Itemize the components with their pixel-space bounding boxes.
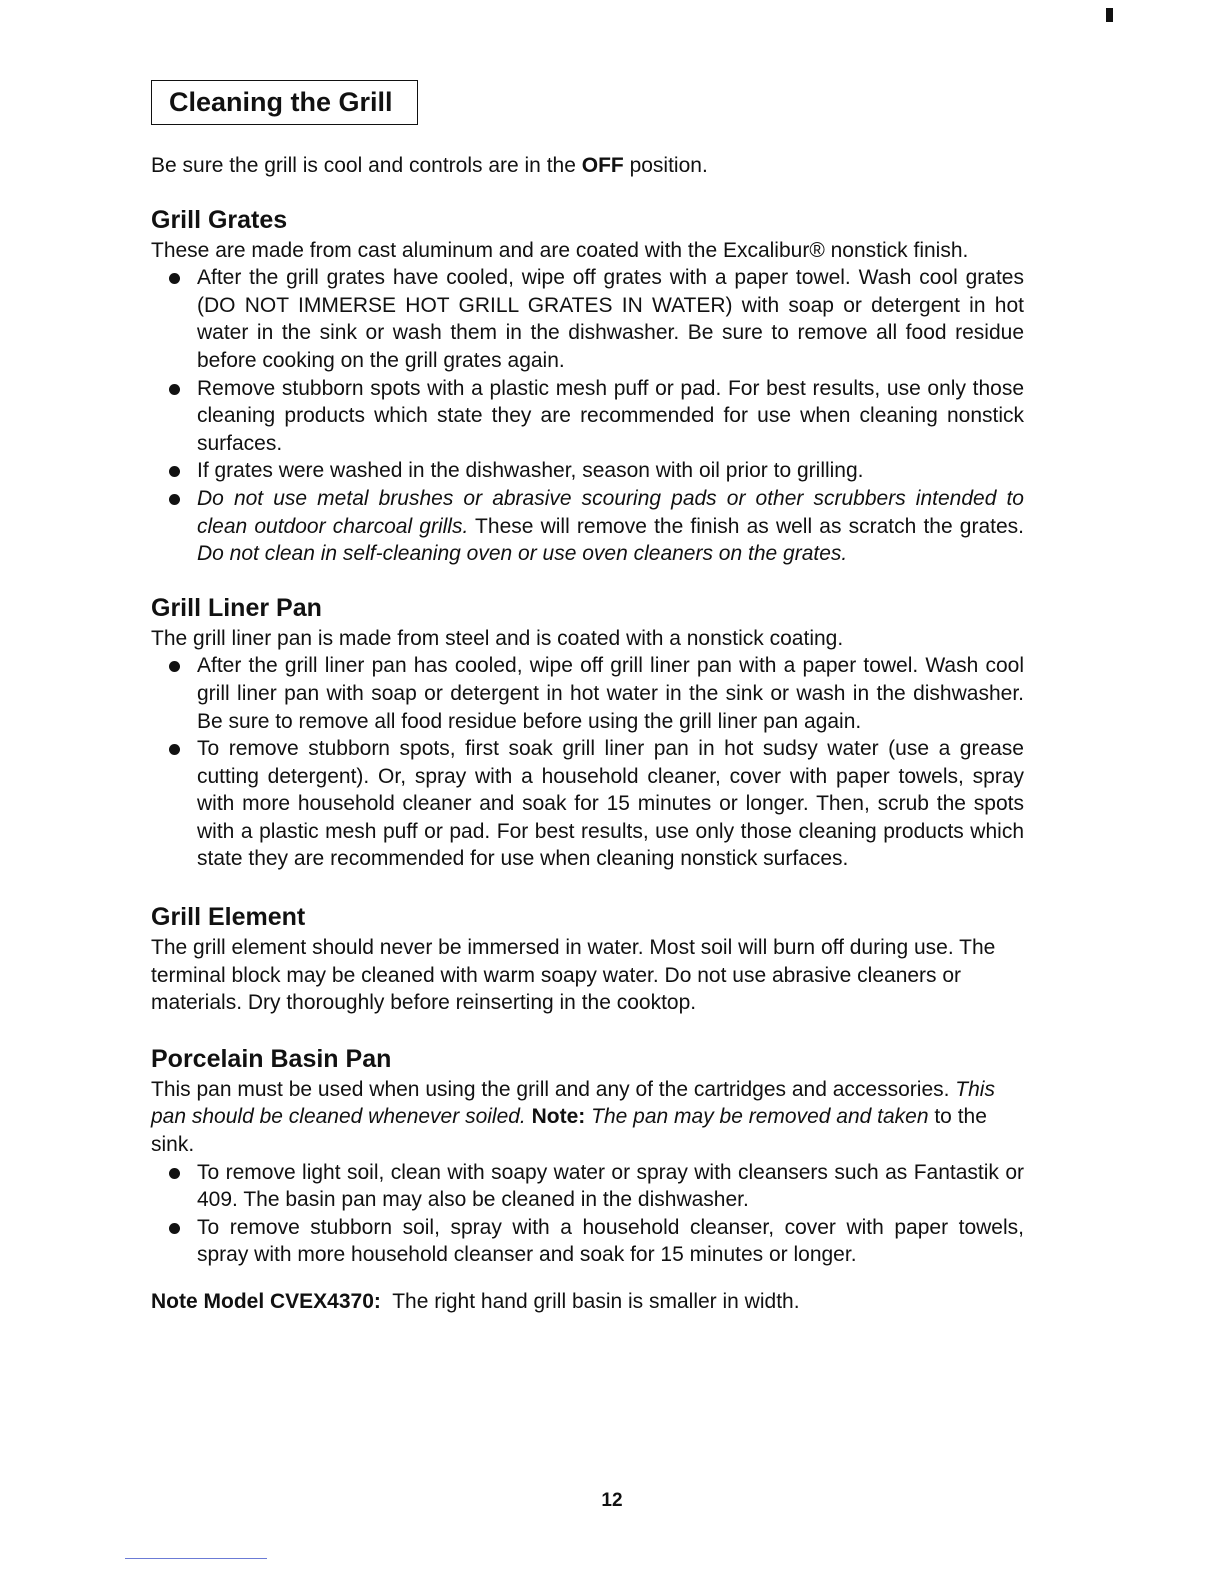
- intro-text: Be sure the grill is cool and controls are in the: [151, 154, 582, 177]
- bullet-icon: [169, 1223, 180, 1234]
- bullet-icon: [169, 661, 180, 672]
- list-item: [151, 735, 1024, 873]
- note-text: The pan may be removed and taken: [585, 1105, 929, 1129]
- page-title: Cleaning the Grill: [151, 80, 418, 125]
- intro-text-end: position.: [623, 154, 708, 177]
- off-label: OFF: [581, 154, 624, 177]
- porcelain-basin-pan-description: [151, 1076, 1024, 1159]
- porcelain-basin-pan-heading: Porcelain Basin Pan: [151, 1044, 392, 1073]
- grill-grates-description: These are made from cast aluminum and are coated with the Excalibur® nonstick finish.: [151, 238, 969, 262]
- list-item: [151, 1214, 1024, 1269]
- list-item-text: After the grill liner pan has cooled, wipe off grill liner pan with a paper towel. Wash cool grill liner pan with soap or detergent in hot water in the sink or wash in the dishwasher. Be sure to remove all food residue before using the grill liner pan again.: [197, 654, 1024, 733]
- grill-grates-list: [151, 264, 1024, 568]
- bullet-icon: [169, 1168, 180, 1179]
- list-item-text: To remove stubborn spots, first soak grill liner pan in hot sudsy water (use a grease cutting detergent). Or, spray with a household cleaner, cover with paper towels, spray with more household cleaner and soak for 15 minutes or longer. Then, scrub the spots with a plastic mesh puff or pad. For best results, use only those cleaning products which state they are recommended for use when cleaning nonstick surfaces.: [197, 737, 1024, 871]
- description-italic: This pan should be cleaned whenever soiled.: [151, 1077, 995, 1129]
- grill-element-description: The grill element should never be immersed in water. Most soil will burn off during use. The terminal block may be cleaned with warm soapy water. Do not use abrasive cleaners or materials. Dry thoroughly before reinserting in the cooktop.: [151, 936, 996, 1015]
- model-note-text: The right hand grill basin is smaller in width.: [380, 1290, 800, 1313]
- model-note-label: Note Model CVEX4370:: [151, 1290, 381, 1313]
- grill-liner-pan-list: [151, 652, 1024, 873]
- list-item-text: Remove stubborn spots with a plastic mesh puff or pad. For best results, use only those cleaning products which state they are recommended for use when cleaning nonstick surfaces.: [197, 376, 1024, 455]
- list-item: [151, 457, 1024, 485]
- list-item: [151, 1159, 1024, 1214]
- model-note: [151, 1288, 1024, 1316]
- grill-grates-heading: Grill Grates: [151, 205, 288, 234]
- bullet-icon: [169, 744, 180, 755]
- bottom-rule: [125, 1558, 267, 1559]
- corner-mark: [1106, 8, 1113, 22]
- intro-paragraph: [151, 152, 1024, 180]
- list-item-text: To remove stubborn soil, spray with a household cleanser, cover with paper towels, spray with more household cleanser and soak for 15 minutes or longer.: [197, 1215, 1024, 1267]
- bullet-icon: [169, 273, 180, 284]
- grill-element-heading: Grill Element: [151, 903, 306, 932]
- bullet-icon: [169, 494, 180, 505]
- description-text: This pan must be used when using the grill and any of the cartridges and accessories.: [151, 1077, 956, 1101]
- page-number: 12: [601, 1490, 623, 1511]
- list-item: [151, 264, 1024, 374]
- list-item: [151, 652, 1024, 735]
- list-item: [151, 375, 1024, 458]
- note-tail: to the sink.: [151, 1105, 987, 1157]
- list-item-text: To remove light soil, clean with soapy water or spray with cleansers such as Fantastik or 409. The basin pan may also be cleaned in the dishwasher.: [197, 1160, 1024, 1212]
- grill-liner-pan-description: The grill liner pan is made from steel and is coated with a nonstick coating.: [151, 626, 844, 650]
- bullet-icon: [169, 384, 180, 395]
- list-item-text: After the grill grates have cooled, wipe off grates with a paper towel. Wash cool grates (DO NOT IMMERSE HOT GRILL GRATES IN WATER) with soap or detergent in hot water in the sink or wash them in the dishwasher. Be sure to remove all food residue before cooking on the grill grates again.: [197, 266, 1024, 372]
- list-item-text: If grates were washed in the dishwasher, season with oil prior to grilling.: [197, 459, 864, 483]
- list-item: [151, 485, 1024, 568]
- porcelain-basin-pan-list: [151, 1159, 1024, 1269]
- list-item-text: These will remove the finish as well as scratch the grates.: [468, 514, 1024, 538]
- page-content: [151, 80, 1024, 1316]
- note-label: Note:: [531, 1105, 586, 1129]
- warning-text: Do not use metal brushes or abrasive scouring pads or other scrubbers intended to clean outdoor charcoal grills.: [197, 486, 1024, 538]
- grill-liner-pan-heading: Grill Liner Pan: [151, 593, 322, 622]
- bullet-icon: [169, 466, 180, 477]
- warning-text: Do not clean in self-cleaning oven or use oven cleaners on the grates.: [197, 542, 848, 566]
